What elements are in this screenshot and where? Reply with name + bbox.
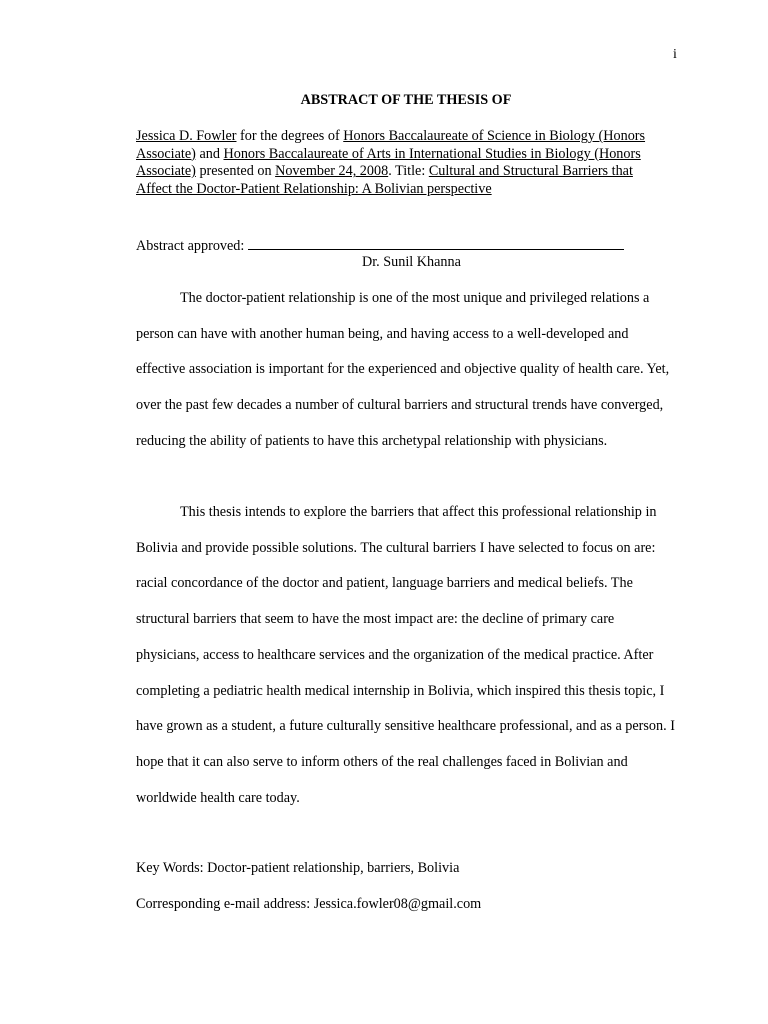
abstract-paragraph-2 [136,495,681,816]
paragraph-text: The doctor-patient relationship is one of the most unique and privileged relations a person can have with another human being, and having access to a well-developed and effective association is important for the experienced and objective quality of health care. Yet, over the past few decades a number of cultural barriers and structural trends have converged, reducing the ability of patients to have this archetypal relationship with physicians. [136,290,670,449]
thesis-title: Cultural and Structural Barriers that Affect the Doctor-Patient Relationship: A Bolivian perspective [136,163,633,197]
approval-label: Abstract approved: [136,238,248,254]
header-text-2: and [195,145,224,162]
author-name: Jessica D. Fowler [136,128,237,144]
header-text-4: . Title: [388,163,429,180]
degree-1: Honors Baccalaureate of Science in Biology (Honors Associate) [136,128,646,162]
degree-2: Honors Baccalaureate of Arts in International Studies in Biology (Honors Associate) [136,145,641,180]
page-number: i [673,47,677,62]
corresponding-email: Corresponding e-mail address: Jessica.fowler08@gmail.com [136,896,482,912]
signature-line [248,236,624,250]
page-title: ABSTRACT OF THE THESIS OF [300,92,512,108]
keywords: Key Words: Doctor-patient relationship, barriers, Bolivia [136,860,460,876]
header-text-3: presented on [195,163,276,180]
paragraph-text: This thesis intends to explore the barriers that affect this professional relationship in Bolivia and provide possible solutions. The cultural barriers I have selected to focus on are: racial concordance of the doctor and patient, language barriers and medical beliefs. The structural barriers that seem to have the most impact are: the decline of primary care physicians, access to healthcare services and the organization of the medical practice. After completing a pediatric health medical internship in Bolivia, which inspired this thesis topic, I have grown as a student, a future culturally sensitive healthcare professional, and as a person. I hope that it can also serve to inform others of the real challenges faced in Bolivian and worldwide health care today. [136,504,675,806]
presentation-date: November 24, 2008 [275,163,389,180]
thesis-header [136,128,666,198]
header-text-1: for the degrees of [236,128,344,144]
advisor-name: Dr. Sunil Khanna [362,254,461,270]
abstract-approved-line [136,236,624,255]
abstract-paragraph-1 [136,281,681,460]
